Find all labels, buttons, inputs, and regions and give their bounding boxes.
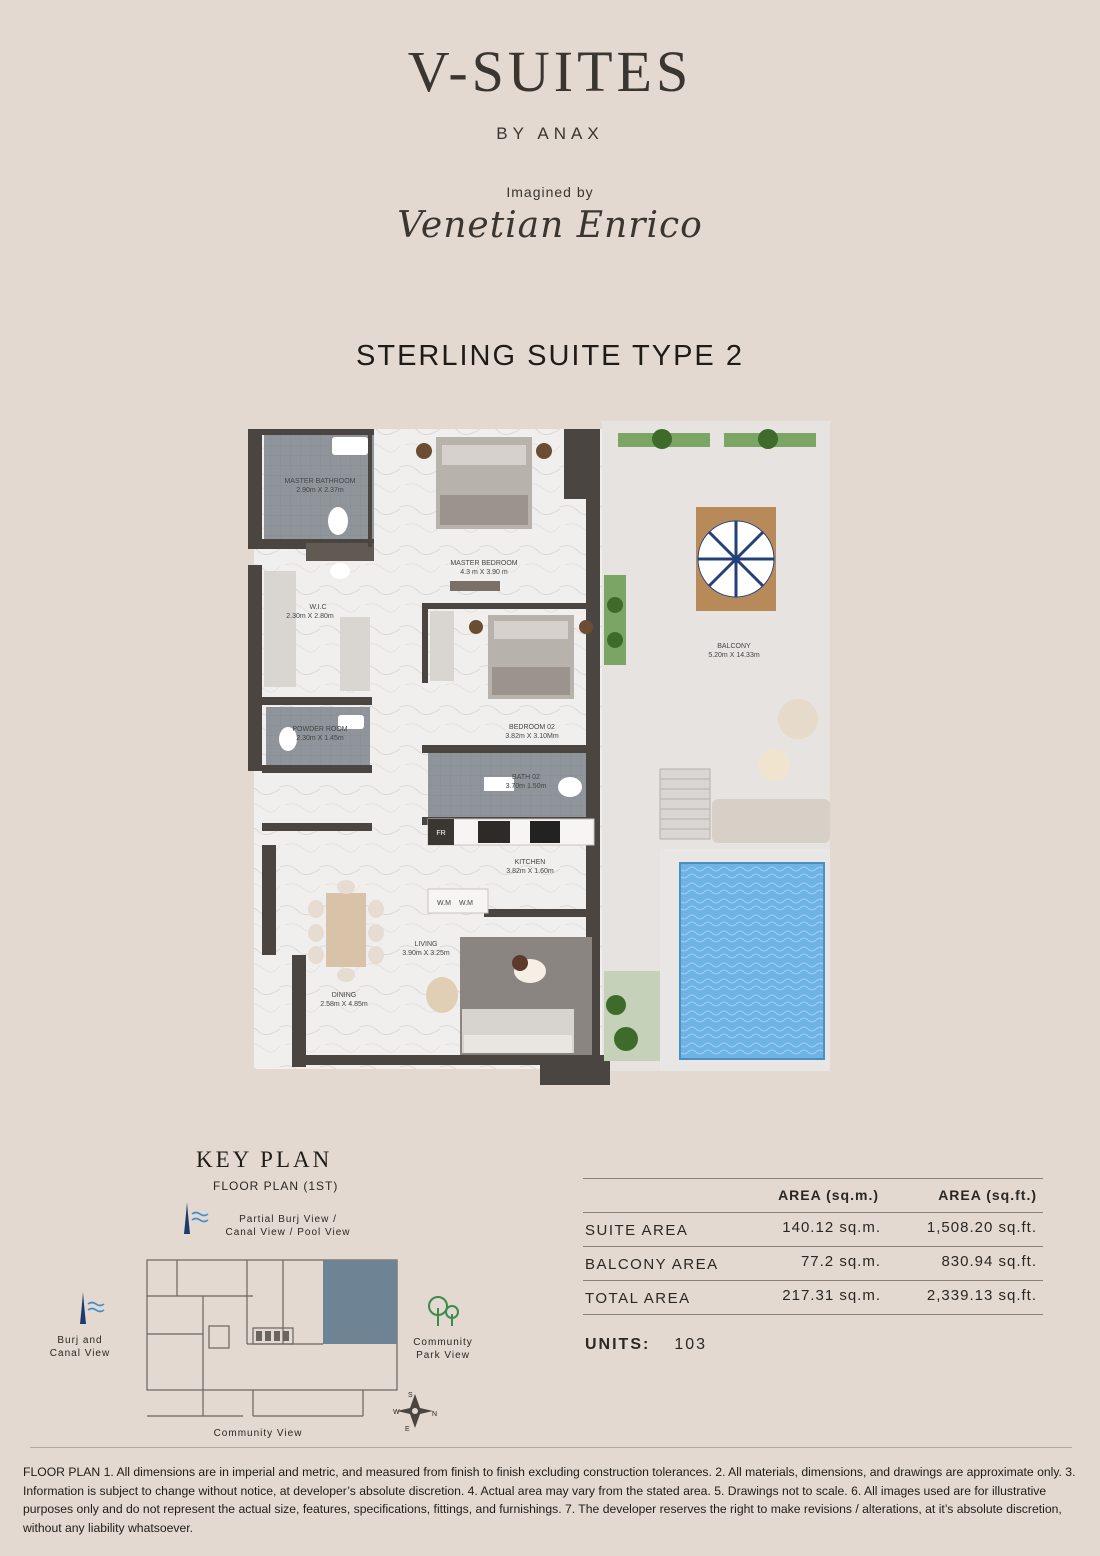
view-left-line2: Canal View: [49, 1348, 111, 1359]
compass-east: E: [405, 1426, 410, 1432]
key-plan-title: KEY PLAN: [196, 1147, 333, 1172]
header-sqm: AREA (sq.m.): [778, 1187, 879, 1203]
table-row: [583, 1212, 1043, 1246]
page-title: STERLING SUITE TYPE 2: [356, 340, 744, 372]
fridge-label: FR: [436, 830, 446, 837]
powder-room-label: POWDER ROOM: [292, 726, 348, 733]
imagined-by-text: Imagined by: [506, 184, 594, 200]
designer-signature: Venetian Enrico: [397, 205, 703, 246]
table-bottom-rule: [583, 1314, 1043, 1316]
dining-dim: 2.58m X 4.85m: [320, 1001, 368, 1008]
row-sqm: 77.2 sq.m.: [800, 1253, 881, 1270]
burj-canal-icon: [70, 1290, 110, 1326]
key-plan-diagram: [143, 1256, 401, 1422]
master-bedroom-dim: 4.3 m X 3.90 m: [460, 569, 508, 576]
wic-dim: 2.30m X 2.80m: [286, 613, 334, 620]
brand-byline: BY ANAX: [496, 124, 604, 143]
area-table-header: [583, 1178, 1043, 1212]
header-sqft: AREA (sq.ft.): [938, 1187, 1037, 1203]
kitchen-label: KITCHEN: [514, 859, 546, 866]
compass-north: N: [432, 1411, 437, 1418]
compass-west: W: [393, 1409, 400, 1416]
unit-highlight: [323, 1260, 397, 1344]
compass-icon: [393, 1390, 437, 1432]
view-left-line1: Burj and: [57, 1335, 103, 1346]
row-label: BALCONY AREA: [585, 1256, 719, 1273]
wic-label: W.I.C: [309, 604, 327, 611]
bedroom-02-dim: 3.82m X 3.10Mm: [505, 733, 559, 740]
view-top-line1: Partial Burj View /: [239, 1214, 337, 1225]
bedroom-02-label: BEDROOM 02: [509, 724, 555, 731]
living-dim: 3.90m X 3.25m: [402, 950, 450, 957]
row-label: SUITE AREA: [585, 1222, 689, 1239]
view-bottom: Community View: [213, 1428, 303, 1439]
balcony-dining-set: [696, 507, 776, 611]
living-label: LIVING: [414, 941, 438, 948]
key-plan-subtitle: FLOOR PLAN (1ST): [213, 1179, 339, 1193]
view-right-line2: Park View: [416, 1350, 470, 1361]
view-top-line2: Canal View / Pool View: [225, 1227, 351, 1238]
table-row: [583, 1246, 1043, 1280]
master-bathroom-dim: 2.90m X 2.37m: [296, 487, 344, 494]
master-bathroom-label: MASTER BATHROOM: [284, 478, 356, 485]
kitchen-dim: 3.82m X 1.60m: [506, 868, 554, 875]
dining-label: DINING: [331, 992, 357, 999]
washing-machine-2-label: W.M: [459, 900, 473, 907]
area-table: [583, 1178, 1043, 1316]
burj-icon: [172, 1200, 212, 1236]
table-row: [583, 1280, 1043, 1314]
bath-02-dim: 3.70m 1.50m: [505, 783, 547, 790]
floor-plan: [240, 415, 840, 1087]
row-sqm: 217.31 sq.m.: [782, 1287, 881, 1304]
units-label: UNITS:: [585, 1336, 651, 1353]
bath-02-label: BATH 02: [512, 774, 540, 781]
disclaimer-text: FLOOR PLAN 1. All dimensions are in imperial and metric, and measured from finish to finish excluding construction tolerances. 2. All materials, dimensions, and drawings are approximate only. 3. Information is subject to change without notice, at developer’s absolute discretion. 4. Actual area may vary from the stated area. 5. Drawings not to scale. 6. All images used are for illustrative purposes only and do not represent the actual size, features, specifications, fittings, and furnishings. 7. The developer reserves the right to make revisions / alterations, at it’s absolute discretion, without any liability whatsoever.: [23, 1465, 1076, 1535]
brand-logo: V-SUITES: [407, 39, 693, 104]
balcony-sofa: [712, 799, 830, 843]
balcony-steps: [660, 769, 710, 839]
row-sqft: 830.94 sq.ft.: [941, 1253, 1037, 1270]
powder-room-dim: 2.30m X 1.45m: [296, 735, 344, 742]
row-label: TOTAL AREA: [585, 1290, 691, 1307]
master-bed: [416, 437, 552, 529]
compass-south: S: [408, 1392, 413, 1399]
row-sqft: 2,339.13 sq.ft.: [926, 1287, 1037, 1304]
master-bedroom-label: MASTER BEDROOM: [450, 560, 518, 567]
units-line: [585, 1336, 707, 1354]
view-right-line1: Community: [413, 1337, 473, 1348]
balcony-label: BALCONY: [717, 643, 751, 650]
row-sqm: 140.12 sq.m.: [782, 1219, 881, 1236]
balcony-dim: 5.20m X 14.33m: [708, 652, 760, 659]
units-value: 103: [674, 1336, 708, 1353]
washing-machine-1-label: W.M: [437, 900, 451, 907]
pool: [680, 863, 824, 1059]
footer-divider: [30, 1447, 1072, 1448]
park-tree-icon: [424, 1294, 464, 1328]
row-sqft: 1,508.20 sq.ft.: [926, 1219, 1037, 1236]
